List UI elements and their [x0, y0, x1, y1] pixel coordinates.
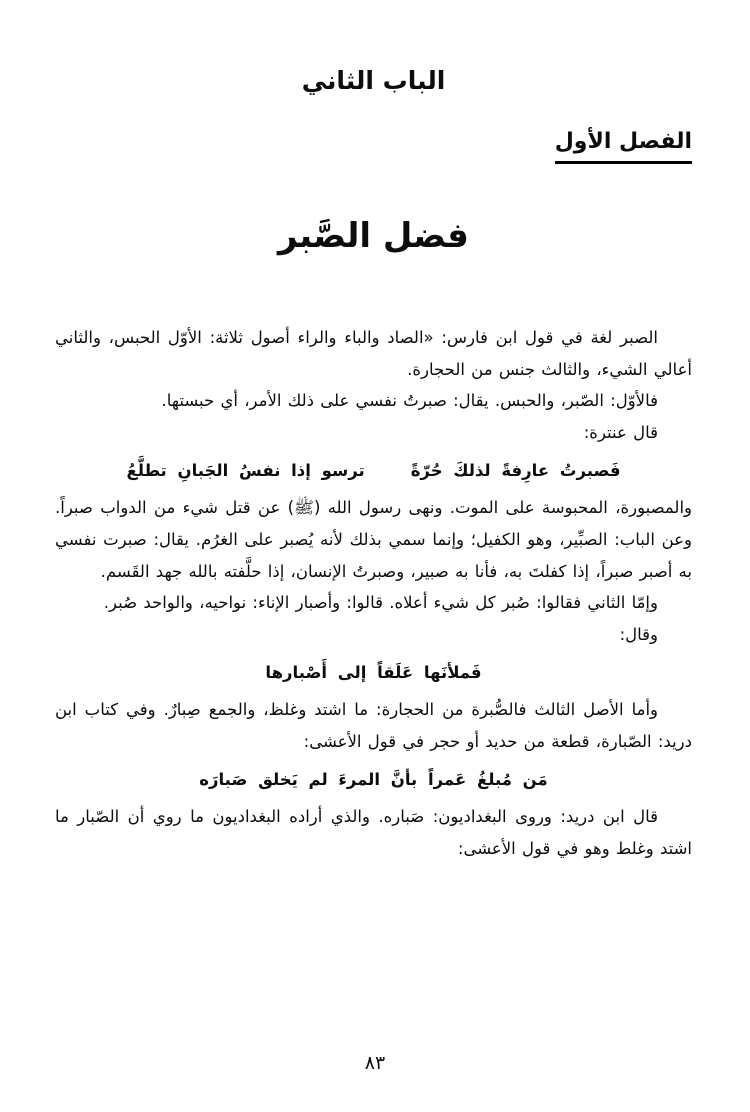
- poetry-verse-asbar: فَملأنَها عَلَقاً إلى أَصْبارها: [265, 662, 482, 682]
- paragraph-definition-intro: الصبر لغة في قول ابن فارس: «الصاد والباء والراء أصول ثلاثة: الأوّل الحبس، والثاني أعالي الشيء، والثالث جنس من الحجارة.: [55, 328, 692, 379]
- paragraph-second-meaning: وإمّا الثاني فقالوا: صُبر كل شيء أعلاه. قالوا: وأصبار الإناء: نواحيه، والواحد صُبر.: [103, 593, 658, 613]
- section-title: الفصل الأول: [555, 129, 692, 164]
- paragraph-third-meaning: وأما الأصل الثالث فالصُّبرة من الحجارة: ما اشتد وغلظ، والجمع صِبارٌ. وفي كتاب ابن دريد: الصّبارة، قطعة من حديد أو حجر في قول الأعشى:: [55, 700, 692, 752]
- chapter-title: الباب الثاني: [301, 66, 446, 95]
- hemistich-second: ترسو إذا نفسُ الجَبانِ تطلَّعُ: [126, 460, 365, 480]
- paragraph-masbura: والمصبورة، المحبوسة على الموت. ونهى رسول الله (ﷺ) عن قتل شيء من الدواب صبراً. وعن الباب: الصبِّير، وهو الكفيل؛ وإنما سمي بذلك لأنه يُصبر على الغرُم. يقال: صبرت نفسي به أصبر صبراً، إذا كفلتَ به، فأنا به صبير، وصبرتُ الإنسان، إذا حلَّفته بالله جهد القَسم.: [55, 498, 692, 581]
- paragraph-waqala: وقال:: [619, 625, 658, 645]
- poetry-verse-aasha: مَن مُبلغُ عَمراً بأنَّ المرءَ لم يَخلق صَبارَه: [199, 769, 548, 789]
- paragraph-ibn-duraid: قال ابن دريد: وروى البغداديون: صَباره. والذي أراده البغداديون ما روي أن الصّبار ما اشتد وغلط وهو في قول الأعشى:: [55, 807, 692, 859]
- page-number: ٨٣: [364, 1052, 386, 1074]
- main-title: فضل الصَّبر: [278, 216, 469, 256]
- poetry-verse-antara: [55, 455, 692, 487]
- paragraph-antara-intro: قال عنترة:: [583, 423, 658, 443]
- hemistich-first: فَصبرتُ عارِفةً لذلكَ حُرّةً: [410, 460, 621, 480]
- paragraph-first-meaning: فالأوّل: الصّبر، والحبس. يقال: صبرتُ نفسي على ذلك الأمر، أي حبستها.: [161, 391, 658, 411]
- section-title-row: [55, 129, 692, 164]
- body-text: [55, 322, 692, 865]
